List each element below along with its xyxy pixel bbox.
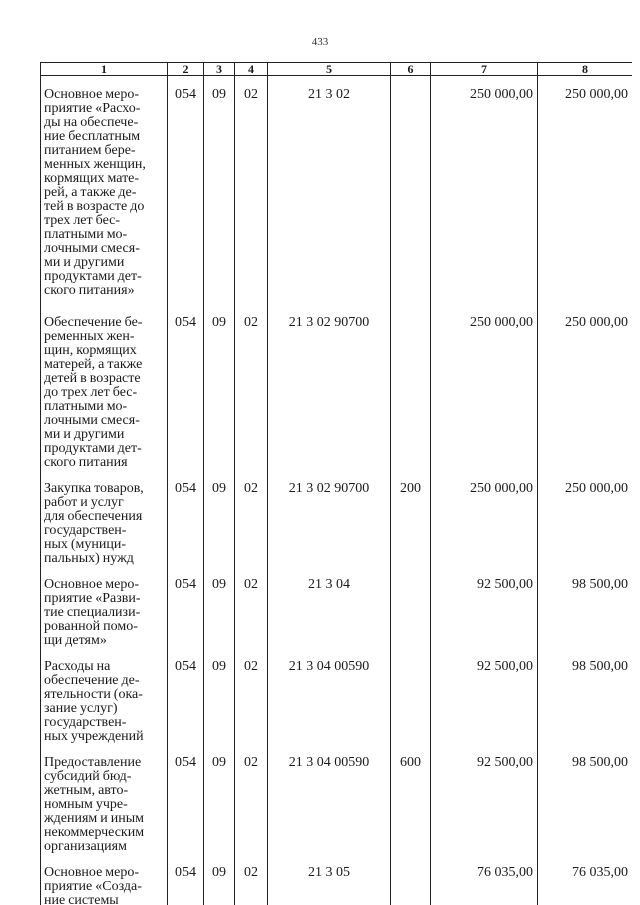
cell-target-article: 21 3 02 [268,76,391,304]
budget-table [40,62,632,905]
header-cell-2: 2 [168,63,204,76]
cell-item-name-line: обеспечение де- [44,672,140,688]
cell-item-name-line: ды на обеспече- [44,115,139,130]
cell-item-name-line: некоммерческим [44,824,145,840]
page-number: 433 [311,36,329,48]
header-cell-5: 5 [268,63,391,76]
cell-target-article: 21 3 04 00590 [268,744,391,854]
cell-expense-type [391,304,431,470]
cell-amount-year1: 92 500,00 [431,566,538,648]
cell-item-name-line: ременных жен- [44,328,135,344]
cell-item-name-line: питанием бере- [44,143,136,158]
cell-item-name-line: номным учре- [44,796,128,812]
cell-item-name-line: детей в возрасте [44,370,141,386]
cell-item-name-line: продуктами дет- [44,440,142,456]
cell-amount-year1: 92 500,00 [431,648,538,744]
cell-item-name-line: кормящих мате- [44,171,140,186]
cell-item-name-line: матерей, а также [44,356,143,372]
cell-item-name-line: жетным, авто- [44,782,129,798]
cell-item-name [41,566,168,648]
cell-amount-year2: 250 000,00 [538,470,633,566]
cell-item-name-line: лочными смеся- [44,412,140,428]
cell-subsection-code: 02 [235,566,268,648]
table-container [40,62,632,905]
cell-chapter-code: 054 [168,648,204,744]
cell-expense-type: 600 [391,744,431,854]
cell-item-name-line: платными мо- [44,398,128,414]
cell-chapter-code: 054 [168,304,204,470]
cell-item-name-line: Расходы на [44,658,111,674]
cell-target-article: 21 3 02 90700 [268,470,391,566]
table-row [41,854,633,905]
cell-chapter-code: 054 [168,470,204,566]
cell-item-name-line: ние бесплатным [44,129,141,144]
cell-amount-year1: 92 500,00 [431,744,538,854]
cell-subsection-code: 02 [235,76,268,304]
cell-item-name [41,304,168,470]
cell-item-name-line: трех лет бес- [44,213,121,228]
header-row [41,63,633,76]
cell-item-name-line: Обеспечение бе- [44,314,143,330]
cell-chapter-code: 054 [168,744,204,854]
cell-item-name-line: лочными смеся- [44,241,140,256]
cell-item-name [41,470,168,566]
table-row [41,470,633,566]
cell-item-name-line: приятие «Созда- [44,878,142,894]
header-cell-8: 8 [538,63,633,76]
cell-item-name [41,76,168,304]
cell-subsection-code: 02 [235,648,268,744]
header-cell-4: 4 [235,63,268,76]
table-row [41,566,633,648]
cell-item-name-line: рованной помо- [44,618,138,634]
header-cell-3: 3 [204,63,235,76]
cell-amount-year2: 98 500,00 [538,566,633,648]
cell-amount-year1: 76 035,00 [431,854,538,905]
cell-chapter-code: 054 [168,76,204,304]
cell-item-name-line: ных учреждений [44,728,144,744]
cell-item-name-line: приятие «Разви- [44,590,141,606]
cell-item-name-line: платными мо- [44,227,128,242]
cell-item-name-line: ского питания» [44,283,135,298]
cell-item-name-line: Основное меро- [44,864,140,880]
cell-section-code: 09 [204,470,235,566]
cell-item-name-line: ятельности (ока- [44,686,143,702]
cell-item-name-line: тие специализи- [44,604,141,620]
cell-item-name-line: организациям [44,838,127,854]
cell-amount-year2: 250 000,00 [538,76,633,304]
cell-item-name [41,648,168,744]
cell-chapter-code: 054 [168,854,204,905]
cell-item-name-line: ского питания [44,454,128,470]
header-cell-7: 7 [431,63,538,76]
cell-target-article: 21 3 04 00590 [268,648,391,744]
cell-subsection-code: 02 [235,304,268,470]
cell-expense-type [391,566,431,648]
cell-item-name-line: Предоставление [44,754,142,770]
cell-item-name-line: Основное меро- [44,87,140,102]
cell-item-name [41,854,168,905]
cell-target-article: 21 3 04 [268,566,391,648]
cell-section-code: 09 [204,854,235,905]
cell-item-name-line: работ и услуг [44,494,124,510]
cell-item-name-line: рей, а также де- [44,185,137,200]
cell-section-code: 09 [204,566,235,648]
cell-target-article: 21 3 02 90700 [268,304,391,470]
cell-item-name-line: щи детям» [44,632,107,648]
cell-item-name-line: менных женщин, [44,157,146,172]
header-cell-1: 1 [41,63,168,76]
cell-expense-type [391,76,431,304]
table-row [41,744,633,854]
cell-item-name-line: ждениям и иным [44,810,145,826]
cell-expense-type [391,648,431,744]
cell-item-name-line: щин, кормящих [44,342,137,358]
cell-expense-type [391,854,431,905]
cell-subsection-code: 02 [235,854,268,905]
cell-amount-year2: 98 500,00 [538,744,633,854]
table-row [41,76,633,304]
header-cell-6: 6 [391,63,431,76]
cell-item-name-line: субсидий бюд- [44,768,132,784]
cell-item-name-line: для обеспечения [44,508,143,524]
cell-amount-year2: 250 000,00 [538,304,633,470]
cell-amount-year1: 250 000,00 [431,76,538,304]
cell-item-name-line: Закупка товаров, [44,480,144,496]
cell-item-name-line: государствен- [44,522,127,538]
cell-item-name-line: ми и другими [44,426,125,442]
cell-amount-year2: 98 500,00 [538,648,633,744]
cell-item-name-line: государствен- [44,714,127,730]
cell-item-name-line: ных (муници- [44,536,127,552]
cell-section-code: 09 [204,76,235,304]
cell-amount-year2: 76 035,00 [538,854,633,905]
cell-amount-year1: 250 000,00 [431,470,538,566]
cell-subsection-code: 02 [235,744,268,854]
cell-item-name-line: продуктами дет- [44,269,142,284]
table-row [41,648,633,744]
cell-item-name-line: до трех лет бес- [44,384,138,400]
cell-item-name-line: Основное меро- [44,576,140,592]
cell-section-code: 09 [204,744,235,854]
cell-target-article: 21 3 05 [268,854,391,905]
cell-item-name-line: ми и другими [44,255,125,270]
cell-chapter-code: 054 [168,566,204,648]
cell-item-name-line: пальных) нужд [44,550,134,566]
cell-section-code: 09 [204,648,235,744]
cell-item-name-line: ние системы [44,892,119,905]
table-row [41,304,633,470]
cell-subsection-code: 02 [235,470,268,566]
cell-item-name-line: тей в возрасте до [44,199,145,214]
cell-section-code: 09 [204,304,235,470]
cell-expense-type: 200 [391,470,431,566]
cell-item-name [41,744,168,854]
cell-amount-year1: 250 000,00 [431,304,538,470]
cell-item-name-line: приятие «Расхо- [44,101,141,116]
cell-item-name-line: зание услуг) [44,700,118,716]
